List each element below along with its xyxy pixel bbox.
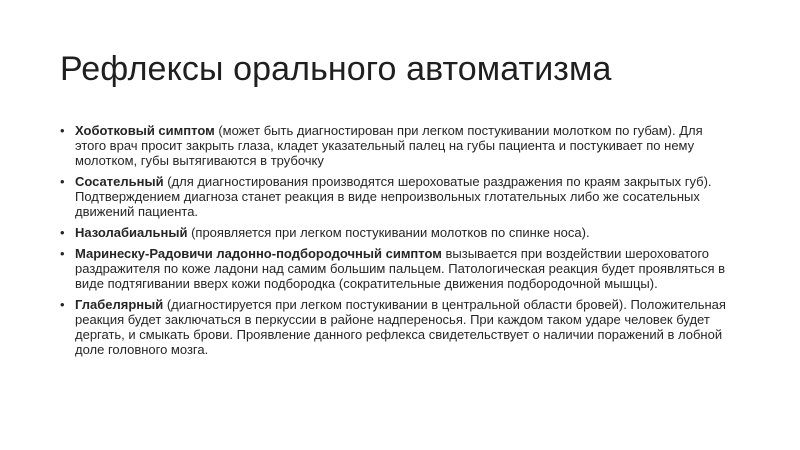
bullet-icon: • — [60, 225, 65, 240]
reflex-description: вызывается при воздействии шероховатого раздражителя по коже ладони над самим большим пальцем. Патологическая реакция будет проявляться в виде подтягивании вверх кожи подбородка (сократительные движения подбородочной мышцы). — [75, 246, 726, 291]
bullet-icon: • — [60, 297, 65, 312]
reflex-term: Назолабиальный — [75, 225, 188, 240]
reflex-term: Сосательный — [75, 174, 164, 189]
reflex-term: Хоботковый симптом — [75, 123, 215, 138]
reflex-description: (проявляется при легком постукивании молотков по спинке носа). — [187, 225, 590, 240]
reflex-description: (для диагностирования производятся шероховатые раздражения по краям закрытых губ). Подтверждением диагноза станет реакция в виде непроизвольных глотательных либо же сосательных движений пациента. — [75, 174, 712, 219]
reflex-list — [60, 123, 732, 363]
bullet-icon: • — [60, 123, 65, 138]
reflex-description: (диагностируется при легком постукивании в центральной области бровей). Положительная реакция будет заключаться в перкуссии в районе надпереносья. При каждом таком ударе человек будет дергать, и смыкать брови. Проявление данного рефлекса свидетельствует о наличии поражений в лобной доле головного мозга. — [75, 297, 726, 357]
list-item-glabellar-reflex — [60, 297, 732, 357]
bullet-icon: • — [60, 246, 65, 261]
list-item-sucking-reflex — [60, 174, 732, 219]
reflex-term: Маринеску-Радовичи ладонно-подбородочный симптом — [75, 246, 442, 261]
slide-title: Рефлексы орального автоматизма — [60, 50, 612, 88]
reflex-description: (может быть диагностирован при легком постукивании молотком по губам). Для этого врач просит закрыть глаза, кладет указательный палец на губы пациента и постукивает по нему молотком, губы вытягиваются в трубочку — [75, 123, 703, 168]
reflex-term: Глабелярный — [75, 297, 164, 312]
bullet-icon: • — [60, 174, 65, 189]
list-item-nasolabial-reflex — [60, 225, 732, 240]
list-item-proboscis-reflex — [60, 123, 732, 168]
list-item-palmomental-reflex — [60, 246, 732, 291]
